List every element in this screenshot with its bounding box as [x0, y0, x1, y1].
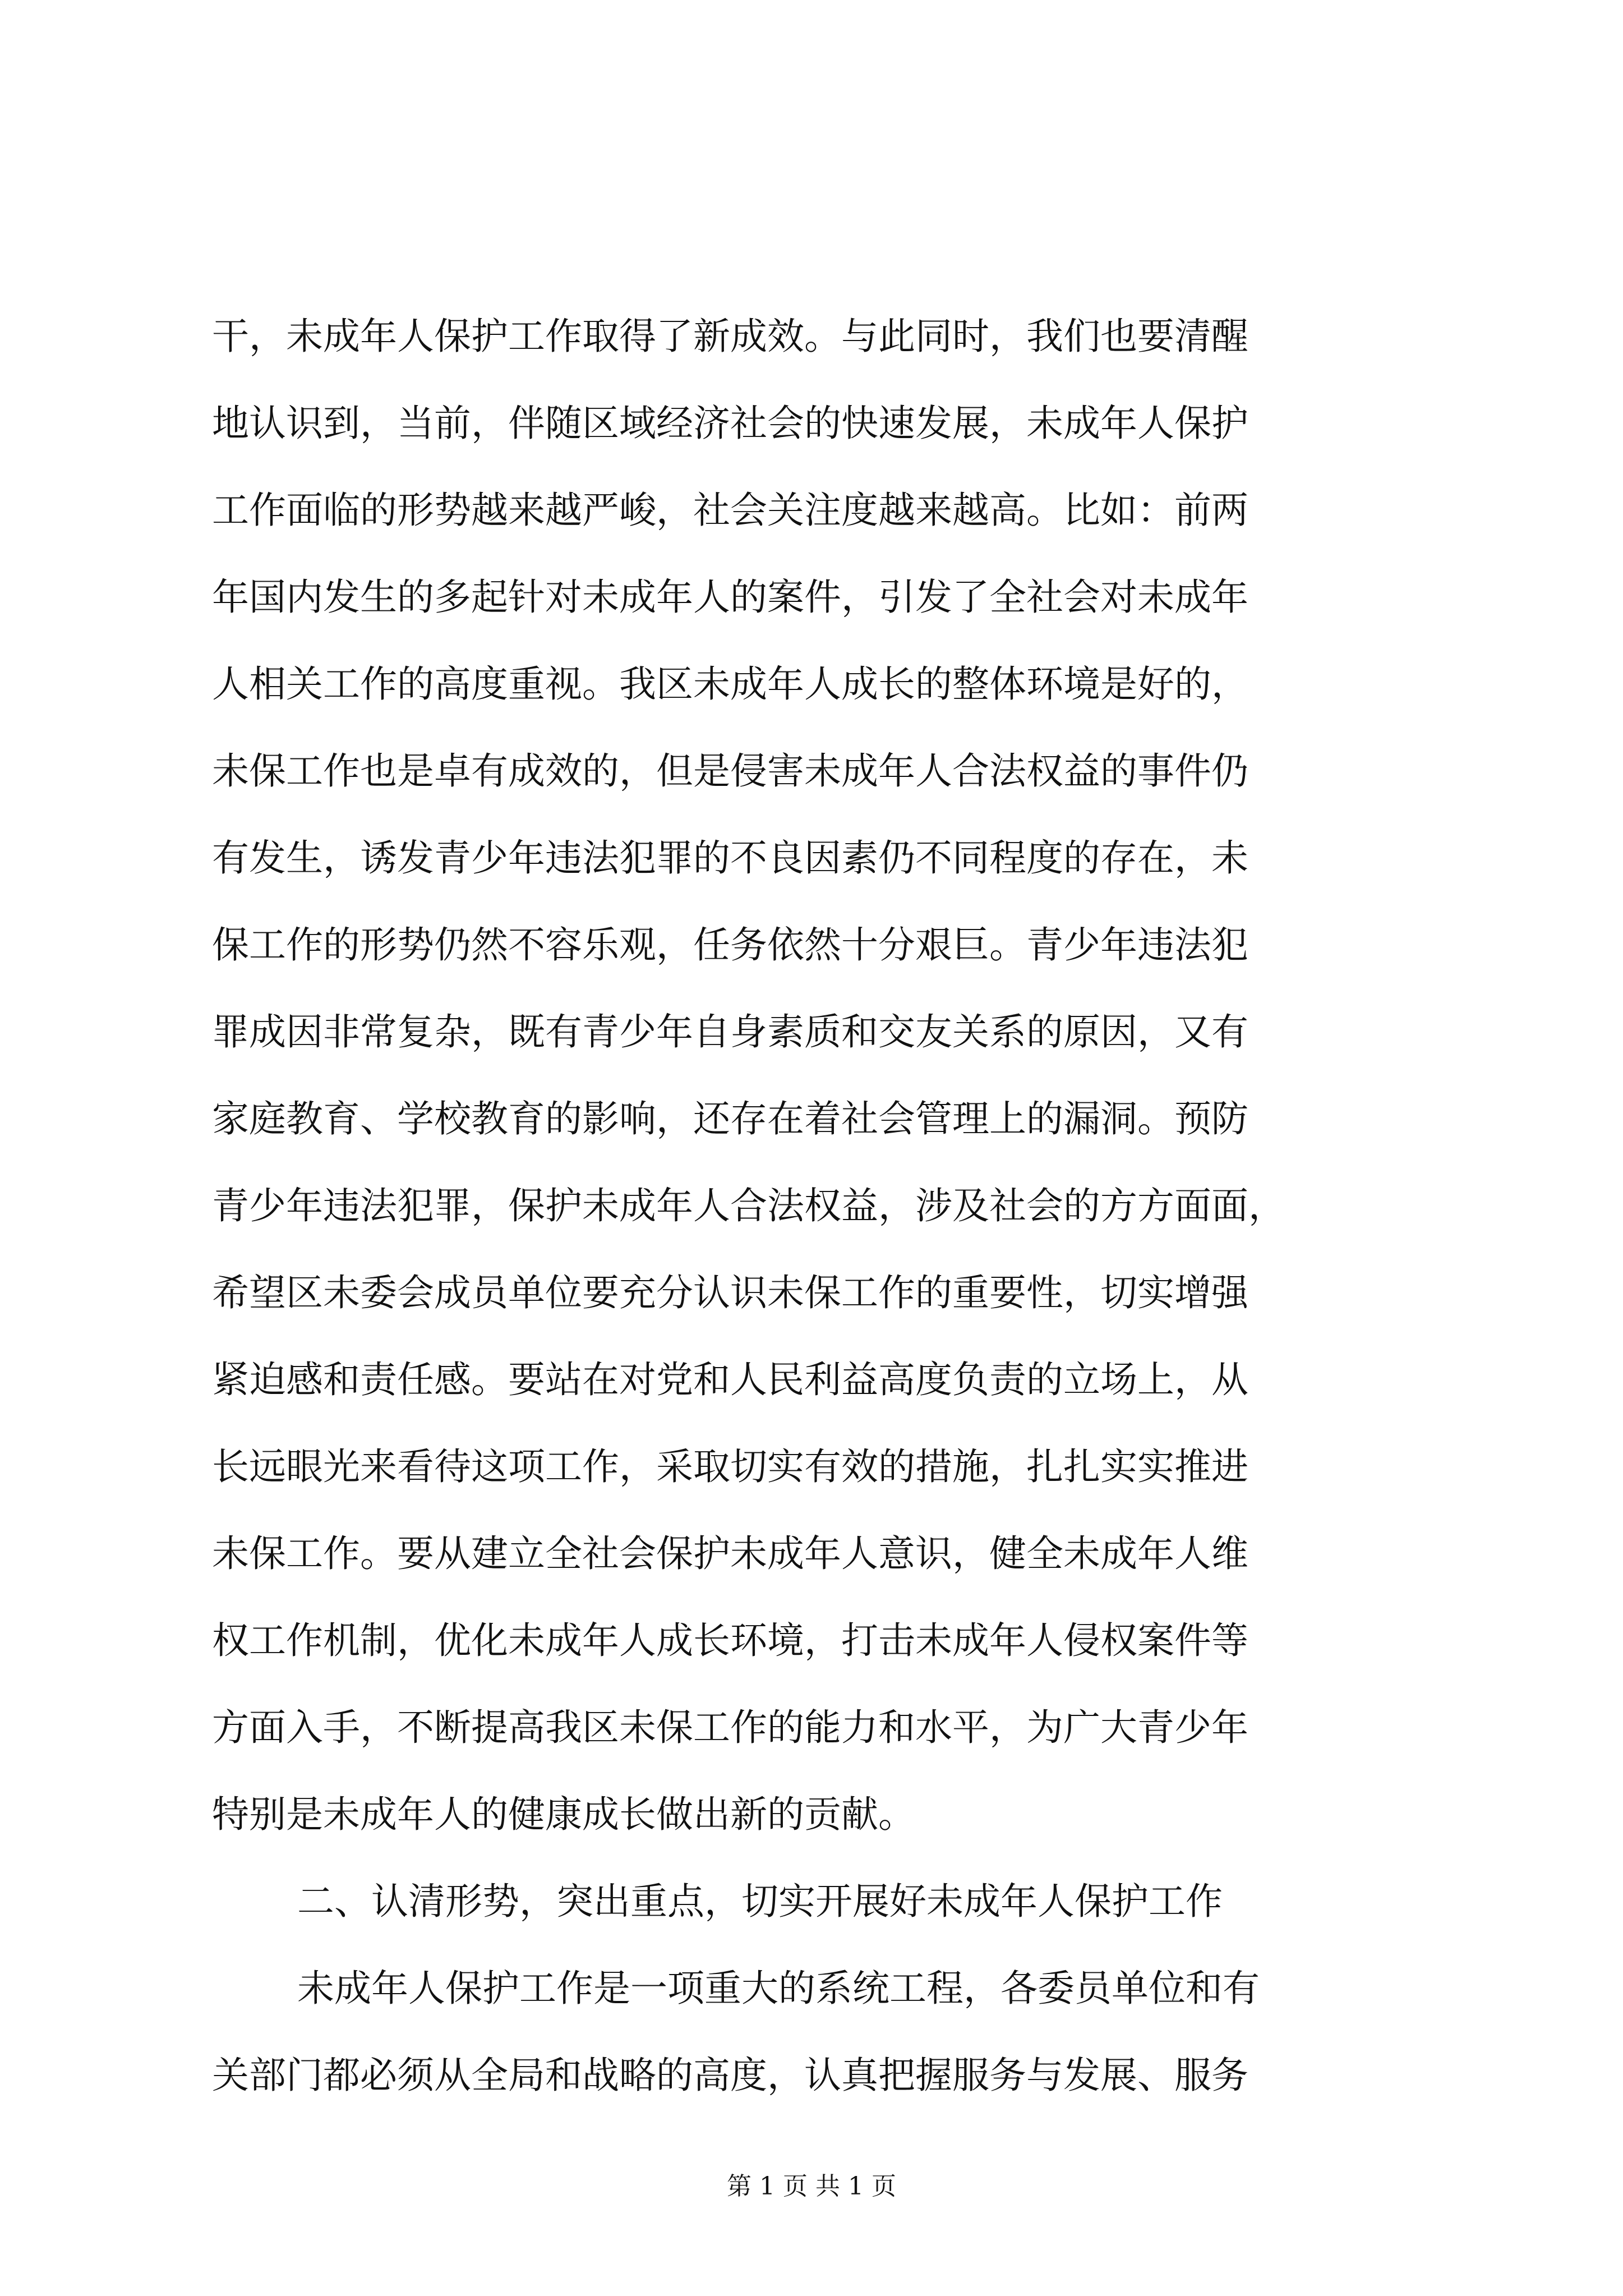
text-line-2: 地认识到，当前，伴随区域经济社会的快速发展，未成年人保护 — [212, 402, 1248, 445]
section-heading: 二、认清形势，突出重点，切实开展好未成年人保护工作 — [297, 1880, 1223, 1923]
text-line-6: 未保工作也是卓有成效的，但是侵害未成年人合法权益的事件仍 — [212, 749, 1248, 793]
text-line-16: 权工作机制，优化未成年人成长环境，打击未成年人侵权案件等 — [212, 1619, 1248, 1662]
page-footer: 第 1 页 共 1 页 — [727, 2172, 896, 2201]
text-line-17: 方面入手，不断提高我区未保工作的能力和水平，为广大青少年 — [212, 1706, 1248, 1749]
text-line-3: 工作面临的形势越来越严峻，社会关注度越来越高。比如：前两 — [212, 489, 1248, 532]
text-line-5: 人相关工作的高度重视。我区未成年人成长的整体环境是好的， — [212, 662, 1248, 706]
text-line-14: 长远眼光来看待这项工作，采取切实有效的措施，扎扎实实推进 — [212, 1445, 1248, 1488]
text-line-9: 罪成因非常复杂，既有青少年自身素质和交友关系的原因，又有 — [212, 1010, 1248, 1053]
text-line-20: 未成年人保护工作是一项重大的系统工程，各委员单位和有 — [297, 1967, 1260, 2010]
text-line-4: 年国内发生的多起针对未成年人的案件，引发了全社会对未成年 — [212, 576, 1248, 619]
text-line-21: 关部门都必须从全局和战略的高度，认真把握服务与发展、服务 — [212, 2054, 1248, 2097]
text-line-1: 干，未成年人保护工作取得了新成效。与此同时，我们也要清醒 — [212, 315, 1248, 358]
text-line-11: 青少年违法犯罪，保护未成年人合法权益，涉及社会的方方面面， — [212, 1184, 1285, 1227]
text-line-10: 家庭教育、学校教育的影响，还存在着社会管理上的漏洞。预防 — [212, 1097, 1248, 1140]
text-line-15: 未保工作。要从建立全社会保护未成年人意识，健全未成年人维 — [212, 1532, 1248, 1575]
text-line-8: 保工作的形势仍然不容乐观，任务依然十分艰巨。青少年违法犯 — [212, 923, 1248, 967]
text-line-12: 希望区未委会成员单位要充分认识未保工作的重要性，切实增强 — [212, 1271, 1248, 1314]
text-line-7: 有发生，诱发青少年违法犯罪的不良因素仍不同程度的存在，未 — [212, 836, 1248, 880]
text-line-18: 特别是未成年人的健康成长做出新的贡献。 — [212, 1793, 915, 1836]
text-line-13: 紧迫感和责任感。要站在对党和人民利益高度负责的立场上，从 — [212, 1358, 1248, 1401]
